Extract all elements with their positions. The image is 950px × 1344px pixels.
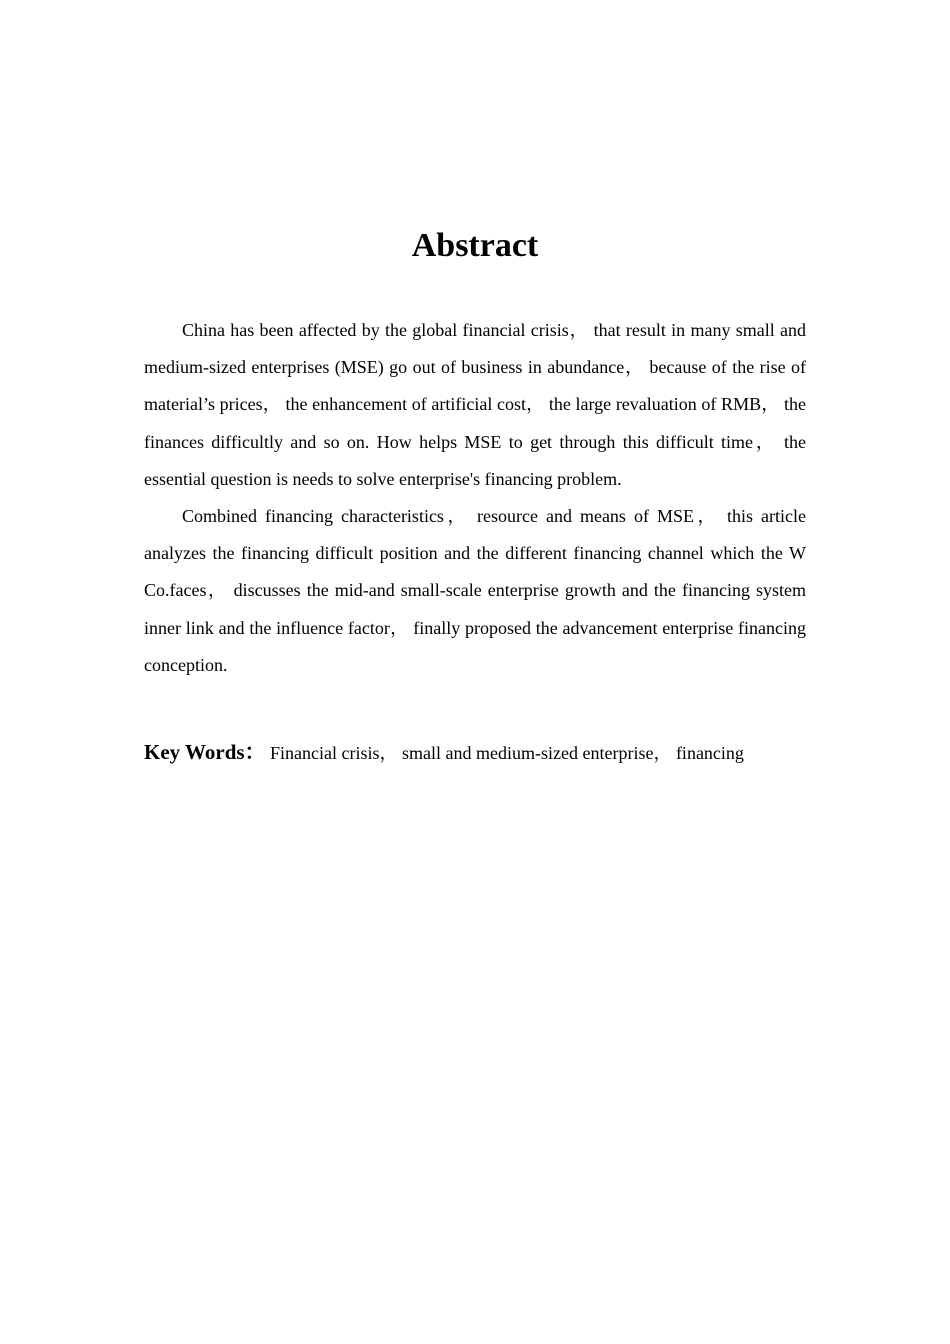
page-title: Abstract [411,227,539,264]
abstract-paragraph-2: Combined financing characteristics， resource and means of MSE， this article analyzes the financing difficult position and the different financing channel which the W Co.faces， discusses the mid-and small-scale enterprise growth and the financing system inner link and the influence factor， finally proposed the advancement enterprise financing conception. [144,506,806,675]
keywords-label: Key Words： [144,740,266,764]
keywords-text: Financial crisis， small and medium-sized enterprise， financing [265,743,744,763]
abstract-paragraph-1: China has been affected by the global financial crisis， that result in many small and medium-sized enterprises (MSE) go out of business in abundance， because of the rise of material’s prices， the enhancement of artificial cost， the large revaluation of RMB， the finances difficultly and so on. How helps MSE to get through this difficult time， the essential question is needs to solve enterprise's financing problem. [144,320,806,489]
abstract-body [144,312,806,684]
keywords-line [144,734,824,771]
